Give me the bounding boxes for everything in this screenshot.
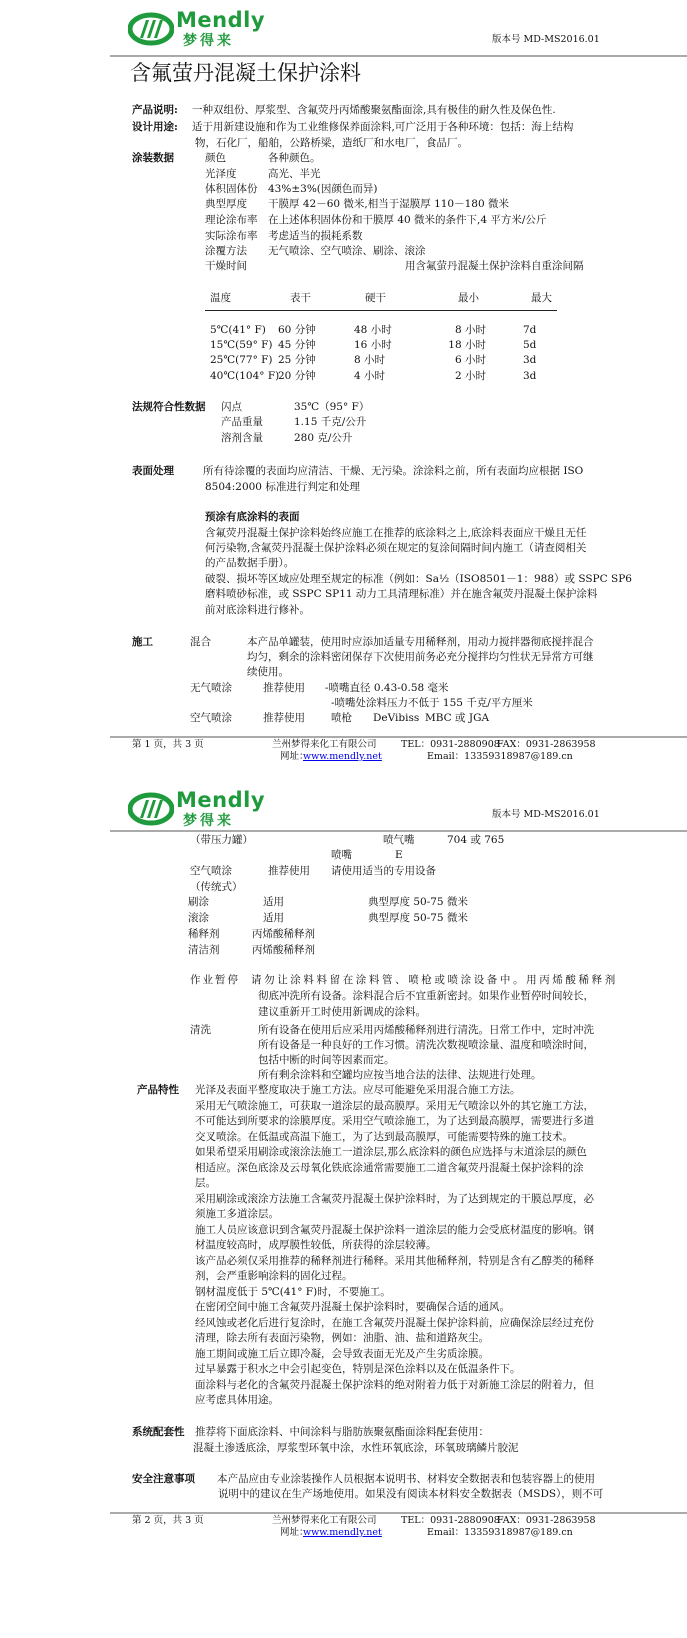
telephone: TEL：0931-2880908 [401,1515,500,1526]
clean-text: 所有剩余涂料和空罐均应按当地合法的法律、法规进行处理。 [258,1069,542,1081]
mendly-logo-icon [128,12,174,46]
airless-rec: 推荐使用 [263,682,305,694]
surface-subtext: 磨料喷砂标准，或 SSPC SP11 动力工具清理标准）并在施含氟荧丹混凝土保护涂料 [205,588,598,600]
coating-key: 理论涂布率 [205,214,258,226]
nozzle-value: E [395,849,403,861]
clean-label: 清洗 [190,1024,211,1036]
coating-value: 各种颜色。 [268,152,321,164]
table-header: 硬干 [365,292,386,304]
features-text: 该产品必须仅采用推荐的稀释剂进行稀释。采用其他稀释剂，特别是含有乙醇类的稀释 [195,1254,594,1267]
table-cell: 60 分钟 [278,324,316,336]
airless-text: -喷嘴处涂料压力不低于 155 千克/平方厘米 [331,697,533,709]
features-text: 须施工多道涂层。 [195,1208,279,1220]
features-text: 剂，会严重影响涂料的固化过程。 [195,1270,353,1282]
page-title: 含氟萤丹混凝土保护涂料 [130,61,361,85]
features-text: 施工期间或施工后立即冷凝，会导致表面无光及产生劣质涂膜。 [195,1347,489,1360]
features-text: 面涂料与老化的含氟荧丹混凝土保护涂料的绝对附着力低于对新施工涂层的附着力，但 [195,1378,594,1391]
coating-value: 考虑适当的损耗系数 [268,230,363,242]
table-cell: 8 小时 [354,354,386,366]
logo [128,8,288,49]
company-name: 兰州梦得来化工有限公司 [272,1515,377,1526]
features-text: 交叉喷涂。在低温或高温下施工，为了达到最高膜厚，可能需要特殊的施工技术。 [195,1130,573,1143]
table-header: 表干 [290,292,311,304]
page-number: 第 2 页，共 3 页 [132,1515,204,1526]
regulatory-value: 280 克/公升 [294,432,353,444]
coating-key: 实际涂布率 [205,230,258,242]
coating-key: 典型厚度 [205,198,247,210]
regulatory-value: 1.15 千克/公升 [294,416,367,428]
airless-label: 无气喷涂 [190,682,232,694]
logo-brand: Mendly [176,788,266,812]
conventional-label2: （传统式） [190,881,243,893]
stop-text: 请勿让涂料料留在涂料管、喷枪或喷涂设备中。用丙烯酸稀释剂 [251,974,618,986]
table-header: 温度 [210,292,231,304]
label-application: 施工 [132,636,153,648]
surface-text: 8504:2000 标准进行判定和处理 [205,481,360,493]
air-label: 空气喷涂 [190,712,232,724]
table-cell: 5d [523,339,537,351]
website-label: 网址： [280,751,309,762]
mendly-logo-icon [128,792,174,826]
features-text: 在密闭空间中施工含氟荧丹混凝土保护涂料时，要确保合适的通风。 [195,1301,510,1313]
usage-text: 适于用新建设施和作为工业维修保养面涂料,可广泛用于各种环境：包括：海上结构 [192,121,574,133]
stop-label: 作业暂停 [190,974,240,986]
table-cell: 20 分钟 [278,370,316,382]
coating-value: 用含氟萤丹混凝土保护涂料自重涂间隔 [405,260,584,272]
surface-subtext: 何污染物,含氟荧丹混凝土保护涂料必须在规定的复涂间隔时间内施工（请查阅相关 [205,542,587,554]
features-text: 经风蚀或老化后进行复涂时，在施工含氟荧丹混凝土保护涂料前，应确保涂层经过充份 [195,1316,594,1329]
coating-key: 干燥时间 [205,260,247,272]
regulatory-key: 闪点 [221,401,242,413]
telephone: TEL：0931-2880908 [401,739,500,750]
features-text: 不可能达到所要求的涂膜厚度。采用空气喷涂施工，为了达到最高膜厚，需要进行多道 [195,1115,594,1127]
thinner-label: 稀释剂 [188,928,220,940]
version-number: 版本号 MD-MS2016.01 [492,809,600,820]
surface-subtext: 前对底涂料进行修补。 [205,604,310,616]
surface-subtext: 破裂、损坏等区域应处理至规定的标准（例如：Sa½（ISO8501－1：988）或 SSPC SP6 [205,573,632,585]
features-text: 光泽及表面平整度取决于施工方法。应尽可能避免采用混合施工方法。 [195,1084,521,1096]
label-coating-data: 涂装数据 [132,152,174,164]
table-cell: 45 分钟 [278,339,316,351]
stop-text: 彻底冲洗所有设备。涂料混合后不宜重新密封。如果作业暂停时间较长， [258,990,594,1002]
regulatory-value: 35℃（95° F） [294,401,370,413]
table-cell: 7d [523,324,537,336]
cleaner-label: 清洁剂 [188,944,220,956]
clean-text: 包括中断的时间等因素而定。 [258,1054,395,1066]
roller-rec: 适用 [263,912,284,924]
air-model: MBC 或 JGA [425,712,490,724]
description-text: 一种双组份、厚浆型、含氟荧丹丙烯酸聚氨酯面涂,具有极佳的耐久性及保色性. [192,104,556,116]
thinner-value: 丙烯酸稀释剂 [252,928,315,940]
air-cap-value: 704 或 765 [447,834,505,846]
table-cell: 2 小时 [454,370,486,382]
table-cell: 8 小时 [454,324,486,336]
features-text: 采用无气喷涂施工，可获取一道涂层的最高膜厚。采用无气喷涂以外的其它施工方法， [195,1099,594,1112]
table-cell: 18 小时 [448,339,486,351]
air-rec: 推荐使用 [263,712,305,724]
coating-key: 体积固体份 [205,183,258,195]
brush-label: 刷涂 [188,896,209,908]
usage-text: 物，石化厂，船舶，公路桥梁，造纸厂和水电厂，食品厂。 [195,137,468,149]
website-link[interactable]: www.mendly.net [303,1527,382,1538]
mix-text: 均匀，剩余的涂料密闭保存下次使用前务必充分搅拌均匀性状无异常方可继 [247,651,594,663]
airless-text: -喷嘴直径 0.43-0.58 毫米 [325,682,449,694]
system-text: 混凝土渗透底涂，厚浆型环氧中涂，水性环氧底涂，环氧玻璃鳞片胶泥 [193,1442,519,1454]
stop-text: 建议重新开工时使用新调成的涂料。 [258,1006,426,1018]
table-cell: 25 分钟 [278,354,316,366]
roller-label: 滚涂 [188,912,209,924]
features-text: 层。 [195,1177,216,1189]
regulatory-key: 产品重量 [221,416,263,428]
surface-subtitle: 预涂有底涂料的表面 [205,511,300,523]
roller-text: 典型厚度 50-75 微米 [368,912,468,924]
coating-value: 无气喷涂、空气喷涂、刷涂、滚涂 [268,245,426,257]
conventional-label: 空气喷涂 [190,865,232,877]
fax: FAX：0931-2863958 [497,739,596,750]
nozzle-label: 喷嘴 [331,849,352,861]
clean-text: 所有设备在使用后应采用丙烯酸稀释剂进行清洗。日常工作中，定时冲洗 [258,1024,594,1036]
coating-value: 在上述体积固体份和干膜厚 40 微米的条件下,4 平方米/公斤 [268,214,547,226]
brush-rec: 适用 [263,896,284,908]
website-link[interactable]: www.mendly.net [303,751,382,762]
safety-text: 说明中的建议在生产场地使用。如果没有阅读本材料安全数据表（MSDS），则不可 [218,1488,604,1500]
coating-key: 光泽度 [205,168,237,180]
coating-key: 涂覆方法 [205,245,247,257]
table-cell: 5℃(41° F) [210,324,266,336]
safety-text: 本产品应由专业涂装操作人员根据本说明书、材料安全数据表和包装容器上的使用 [217,1473,595,1485]
label-description: 产品说明: [132,104,178,116]
system-text: 推荐将下面底涂料、中间涂料与脂肪族聚氨酯面涂料配套使用： [195,1426,489,1438]
conventional-rec: 推荐使用 [268,865,310,877]
features-text: 如果希望采用刷涂或滚涂法施工一道涂层,那么底涂料的颜色应选择与末道涂层的颜色 [195,1146,587,1158]
surface-subtext: 的产品数据手册）。 [205,557,295,569]
label-regulatory: 法规符合性数据 [132,401,206,413]
table-cell: 3d [523,354,537,366]
table-cell: 15℃(59° F) [210,339,273,351]
air-brand: DeVibiss [373,712,420,724]
website-label: 网址： [280,1527,309,1538]
label-features: 产品特性 [137,1084,179,1096]
table-header: 最小 [458,292,479,304]
clean-text: 所有设备是一种良好的工作习惯。清洗次数视喷涂量、温度和喷涂时间， [258,1039,594,1051]
mix-text: 本产品单罐装，使用时应添加适量专用稀释剂，用动力搅拌器彻底搅拌混合 [247,636,594,648]
features-text: 采用刷涂或滚涂方法施工含氟荧丹混凝土保护涂料时，为了达到规定的干膜总厚度，必 [195,1192,594,1205]
header-divider [110,830,687,832]
features-text: 应考虑具体用途。 [195,1394,279,1406]
email: Email：13359318987@189.cn [427,751,573,762]
coating-value: 43%±3%(因颜色而异) [268,183,378,195]
table-cell: 4 小时 [354,370,386,382]
cleaner-value: 丙烯酸稀释剂 [252,944,315,956]
surface-text: 所有待涂覆的表面均应清洁、干燥、无污染。涂涂料之前，所有表面均应根据 ISO [203,465,584,477]
mix-label: 混合 [190,636,211,648]
email: Email：13359318987@189.cn [427,1527,573,1538]
features-text: 清理，除去所有表面污染物，例如：油脂、油、盐和道路灰尘。 [195,1332,489,1344]
table-cell: 40℃(104° F) [210,370,280,382]
version-number: 版本号 MD-MS2016.01 [492,34,600,45]
logo-brand: Mendly [176,8,266,32]
features-text: 材温度较高时，成厚膜性较低，所获得的涂层较薄。 [195,1239,437,1251]
surface-subtext: 含氟荧丹混凝土保护涂料始终应施工在推荐的底涂料之上,底涂料表面应干燥且无任 [205,527,587,539]
company-name: 兰州梦得来化工有限公司 [272,739,377,750]
brush-text: 典型厚度 50-75 微米 [368,896,468,908]
logo-cn: 梦得来 [183,33,234,49]
features-text: 施工人员应该意识到含氟荧丹混凝土保护涂料一道涂层的能力会受底材温度的影响。钢 [195,1223,594,1236]
conventional-text: 请使用适当的专用设备 [331,865,436,877]
label-safety: 安全注意事项 [132,1473,195,1485]
features-text: 过早暴露于积水之中会引起变色，特别是深色涂料以及在低温条件下。 [195,1363,521,1375]
label-system: 系统配套性 [132,1426,185,1438]
table-cell: 3d [523,370,537,382]
label-usage: 设计用途: [132,121,178,133]
coating-value: 干膜厚 42－60 微米,相当于湿膜厚 110－180 微米 [268,198,509,210]
features-text: 相适应。深色底涂及云母氧化铁底涂通常需要施工二道含氟荧丹混凝土保护涂料的涂 [195,1161,584,1174]
logo-page2 [128,788,288,829]
table-header: 最大 [531,292,552,304]
coating-key: 颜色 [205,152,226,164]
table-cell: 16 小时 [354,339,392,351]
table-cell: 6 小时 [454,354,486,366]
table-cell: 48 小时 [354,324,392,336]
regulatory-key: 溶剂含量 [221,432,263,444]
pressure-label: （带压力罐） [190,834,253,846]
mix-text: 续使用。 [247,666,289,678]
coating-value: 高光、半光 [268,168,321,180]
air-gun: 喷枪 [331,712,352,724]
table-cell: 25℃(77° F) [210,354,273,366]
features-text: 钢材温度低于 5℃(41° F)时，不要施工。 [195,1285,391,1298]
page-number: 第 1 页，共 3 页 [132,739,204,750]
fax: FAX：0931-2863958 [497,1515,596,1526]
table-divider [205,310,557,311]
air-cap-label: 喷气嘴 [383,834,415,846]
header-divider [110,55,687,57]
logo-cn: 梦得来 [183,813,234,829]
label-surface: 表面处理 [132,465,174,477]
